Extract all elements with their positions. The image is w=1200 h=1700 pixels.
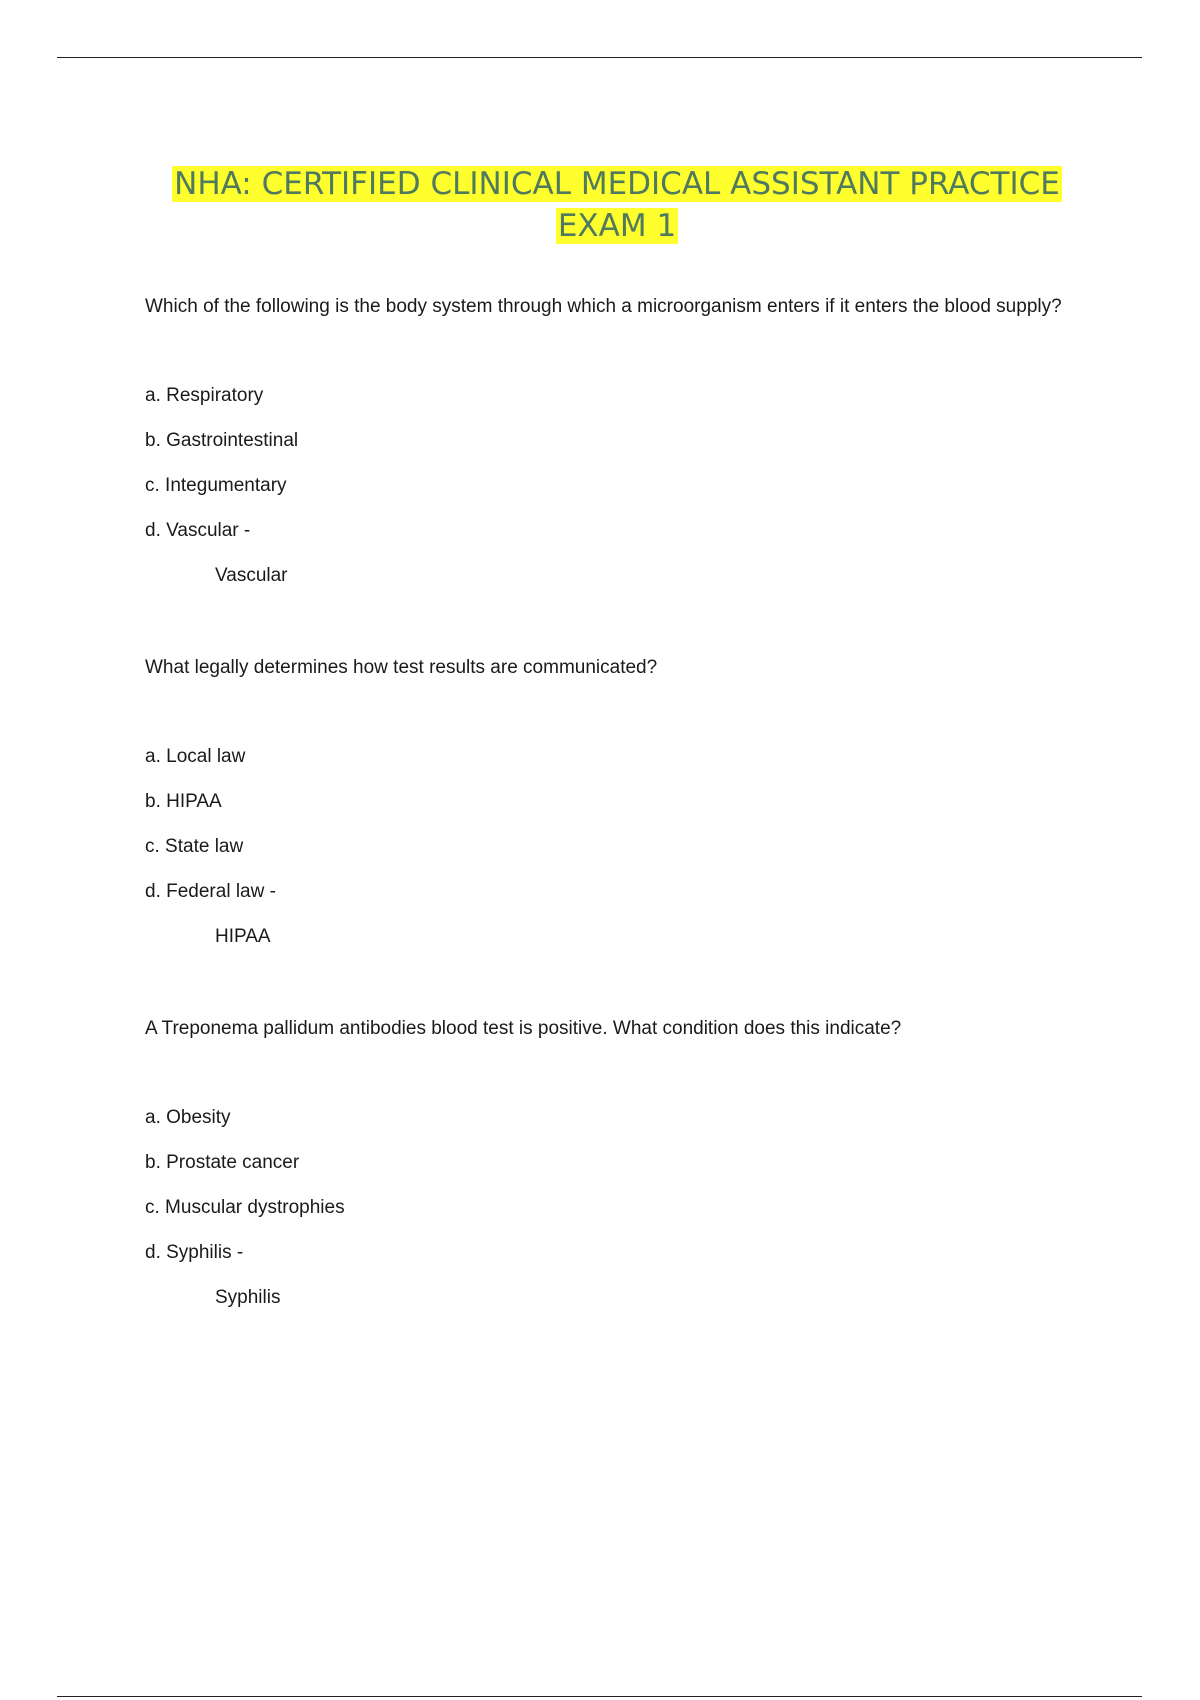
option-a: a. Obesity	[145, 1107, 231, 1128]
option-a: a. Local law	[145, 746, 246, 767]
answer-text: Vascular	[215, 565, 288, 586]
title-line-1: NHA: CERTIFIED CLINICAL MEDICAL ASSISTANT PRACTICE	[174, 166, 1060, 202]
question-block-2	[145, 653, 1085, 951]
option-d: d. Vascular -	[145, 520, 251, 541]
footer-rule	[57, 1696, 1142, 1697]
option-b: b. Gastrointestinal	[145, 430, 299, 451]
question-text: Which of the following is the body system through which a microorganism enters if it enters the blood supply?	[145, 296, 1062, 317]
page-title	[100, 163, 1134, 247]
option-b: b. Prostate cancer	[145, 1152, 300, 1173]
title-line-2: EXAM 1	[557, 208, 677, 244]
question-list	[145, 292, 1085, 1375]
question-text: A Treponema pallidum antibodies blood test is positive. What condition does this indicate?	[145, 1018, 902, 1039]
option-d: d. Syphilis -	[145, 1242, 244, 1263]
question-text: What legally determines how test results are communicated?	[145, 657, 658, 678]
answer-text: HIPAA	[215, 926, 271, 947]
question-block-3	[145, 1014, 1085, 1312]
option-c: c. State law	[145, 836, 244, 857]
option-c: c. Integumentary	[145, 475, 287, 496]
option-d: d. Federal law -	[145, 881, 276, 902]
answer-text: Syphilis	[215, 1287, 281, 1308]
option-c: c. Muscular dystrophies	[145, 1197, 345, 1218]
question-block-1	[145, 292, 1085, 590]
header-rule	[57, 57, 1142, 58]
option-a: a. Respiratory	[145, 385, 264, 406]
option-b: b. HIPAA	[145, 791, 222, 812]
